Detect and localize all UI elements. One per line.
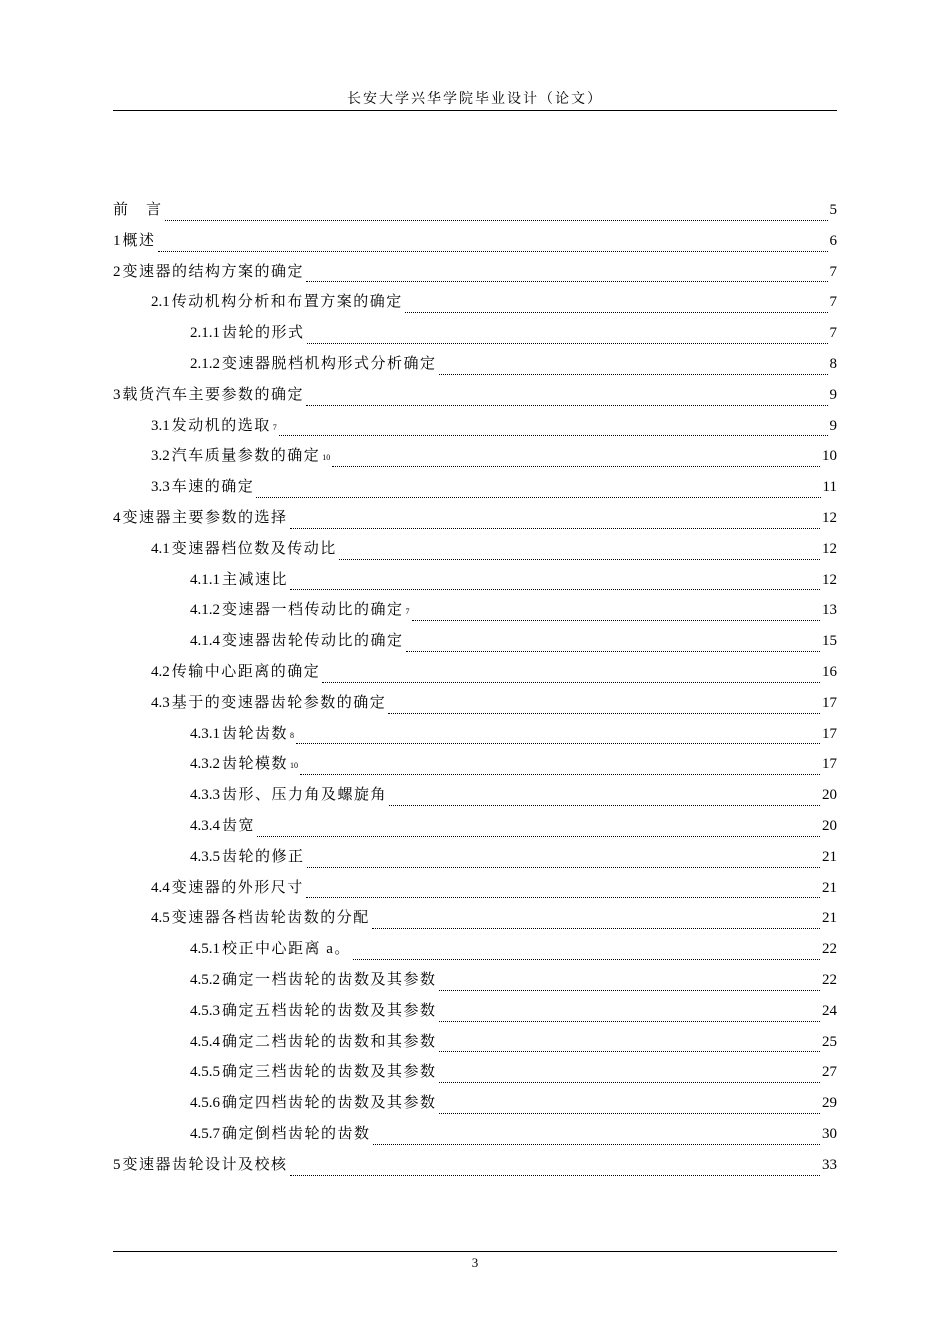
toc-entry-page: 6: [829, 232, 837, 249]
toc-entry-title: 校正中心距离 a。: [222, 941, 351, 958]
toc-entry-page: 25: [822, 1033, 837, 1050]
toc-entry-title: 变速器齿轮传动比的确定: [222, 633, 404, 650]
toc-entry-title: 变速器一档传动比的确定: [222, 602, 404, 619]
toc-entry-title: 汽车质量参数的确定: [171, 448, 321, 465]
toc-entry-page: 12: [822, 540, 837, 557]
toc-entry[interactable]: [113, 475, 837, 506]
toc-entry[interactable]: [113, 814, 837, 845]
toc-entry[interactable]: [113, 968, 837, 999]
toc-entry-number: 3.2: [151, 448, 170, 465]
toc-entry[interactable]: [113, 999, 837, 1030]
toc-entry-title: 齿轮的形式: [222, 325, 305, 342]
toc-entry-title: 传动机构分析和布置方案的确定: [171, 294, 403, 311]
toc-entry[interactable]: [113, 722, 837, 753]
toc-entry-number: 4.3.2: [190, 756, 220, 773]
toc-dot-leader: [290, 589, 820, 590]
toc-entry[interactable]: [113, 506, 837, 537]
toc-dot-leader: [296, 743, 820, 744]
toc-entry[interactable]: [113, 1091, 837, 1122]
toc-entry-title: 确定四档齿轮的齿数及其参数: [222, 1095, 437, 1112]
toc-entry[interactable]: [113, 414, 837, 445]
toc-entry-title: 齿轮的修正: [222, 848, 305, 865]
toc-entry-page: 15: [822, 633, 837, 650]
toc-dot-leader: [439, 1051, 820, 1052]
toc-entry-citation: 7: [405, 607, 410, 617]
toc-entry-citation: 10: [290, 761, 299, 771]
footer-divider: [113, 1251, 837, 1252]
toc-entry-title: 齿形、压力角及螺旋角: [222, 787, 388, 804]
toc-entry-title: 变速器脱档机构形式分析确定: [222, 355, 437, 372]
toc-entry-page: 21: [822, 879, 837, 896]
toc-entry-number: 4.1.1: [190, 571, 220, 588]
toc-entry-page: 12: [822, 509, 837, 526]
toc-entry-page: 22: [822, 971, 837, 988]
toc-entry-title: 传输中心距离的确定: [171, 663, 321, 680]
toc-entry-page: 16: [822, 663, 837, 680]
toc-entry-number: 3: [113, 386, 121, 403]
toc-entry[interactable]: [113, 1122, 837, 1153]
toc-entry-page: 24: [822, 1002, 837, 1019]
toc-entry-number: 4.5: [151, 910, 170, 927]
toc-entry-page: 22: [822, 941, 837, 958]
table-of-contents: [113, 198, 837, 1184]
toc-dot-leader: [290, 1175, 820, 1176]
header-divider: [113, 110, 837, 111]
toc-entry-number: 4.5.2: [190, 971, 220, 988]
toc-entry-page: 30: [822, 1125, 837, 1142]
toc-entry[interactable]: [113, 290, 837, 321]
toc-entry-page: 29: [822, 1095, 837, 1112]
toc-dot-leader: [307, 343, 828, 344]
page-header-title: 长安大学兴华学院毕业设计（论文）: [347, 92, 603, 107]
toc-entry-page: 7: [829, 325, 837, 342]
toc-entry-title: 齿轮齿数: [222, 725, 289, 742]
toc-entry-page: 7: [829, 263, 837, 280]
toc-entry-title: 概述: [122, 232, 156, 249]
toc-entry-page: 17: [822, 694, 837, 711]
toc-entry-title: 确定二档齿轮的齿数和其参数: [222, 1033, 437, 1050]
toc-entry[interactable]: [113, 906, 837, 937]
toc-dot-leader: [307, 867, 820, 868]
toc-entry-number: 4.1: [151, 540, 170, 557]
toc-entry-title: 主减速比: [222, 571, 289, 588]
toc-entry-number: 3.3: [151, 479, 170, 496]
toc-entry-title: 前 言: [113, 202, 163, 218]
toc-dot-leader: [279, 435, 828, 436]
toc-entry-number: 4.3.4: [190, 817, 220, 834]
toc-dot-leader: [257, 836, 820, 837]
toc-dot-leader: [439, 1113, 820, 1114]
toc-entry-page: 8: [829, 355, 837, 372]
toc-entry[interactable]: [113, 229, 837, 260]
toc-entry[interactable]: [113, 352, 837, 383]
toc-entry-page: 20: [822, 817, 837, 834]
toc-entry-page: 5: [829, 202, 837, 218]
toc-entry-page: 9: [829, 386, 837, 403]
toc-entry-title: 发动机的选取: [171, 417, 271, 434]
toc-dot-leader: [388, 713, 820, 714]
toc-entry[interactable]: [113, 1030, 837, 1061]
toc-entry-title: 变速器档位数及传动比: [171, 540, 337, 557]
toc-entry-number: 4.5.3: [190, 1002, 220, 1019]
toc-dot-leader: [406, 651, 820, 652]
toc-dot-leader: [372, 928, 820, 929]
toc-dot-leader: [306, 405, 827, 406]
toc-entry-number: 4.5.5: [190, 1064, 220, 1081]
toc-entry-title: 齿宽: [222, 817, 256, 834]
toc-entry[interactable]: [113, 752, 837, 783]
toc-entry-page: 11: [822, 479, 837, 496]
toc-entry[interactable]: [113, 260, 837, 291]
toc-entry[interactable]: [113, 937, 837, 968]
toc-entry-page: 21: [822, 848, 837, 865]
toc-entry-page: 7: [829, 294, 837, 311]
toc-entry[interactable]: [113, 783, 837, 814]
toc-entry-number: 4.1.2: [190, 602, 220, 619]
toc-dot-leader: [439, 374, 828, 375]
toc-entry-number: 4.4: [151, 879, 170, 896]
toc-dot-leader: [290, 528, 820, 529]
toc-dot-leader: [158, 251, 828, 252]
toc-entry-number: 4.3.5: [190, 848, 220, 865]
toc-entry-number: 2.1: [151, 294, 170, 311]
toc-entry-citation: 10: [322, 453, 331, 463]
toc-entry-page: 21: [822, 910, 837, 927]
toc-entry-title: 确定倒档齿轮的齿数: [222, 1125, 371, 1142]
toc-entry-number: 4.1.4: [190, 633, 220, 650]
toc-entry-number: 4: [113, 509, 121, 526]
toc-entry-page: 10: [822, 448, 837, 465]
toc-entry[interactable]: [113, 383, 837, 414]
toc-dot-leader: [439, 990, 820, 991]
toc-dot-leader: [322, 682, 820, 683]
toc-entry-page: 27: [822, 1064, 837, 1081]
toc-entry-title: 齿轮模数: [222, 756, 289, 773]
toc-entry-title: 变速器的结构方案的确定: [122, 263, 305, 280]
toc-entry-page: 13: [822, 602, 837, 619]
toc-entry[interactable]: [113, 660, 837, 691]
toc-dot-leader: [256, 497, 820, 498]
toc-entry-number: 1: [113, 232, 121, 249]
toc-entry[interactable]: [113, 1060, 837, 1091]
toc-dot-leader: [439, 1021, 820, 1022]
toc-entry[interactable]: [113, 691, 837, 722]
toc-entry-page: 12: [822, 571, 837, 588]
toc-entry-title: 基于的变速器齿轮参数的确定: [171, 694, 387, 711]
toc-dot-leader: [165, 220, 828, 221]
toc-entry-number: 4.5.6: [190, 1095, 220, 1112]
toc-dot-leader: [306, 281, 827, 282]
page-number: 3: [471, 1255, 479, 1270]
toc-entry[interactable]: [113, 629, 837, 660]
toc-entry-title: 确定三档齿轮的齿数及其参数: [222, 1064, 437, 1081]
toc-entry[interactable]: [113, 598, 837, 629]
toc-entry-title: 载货汽车主要参数的确定: [122, 386, 305, 403]
toc-entry-page: 17: [822, 756, 837, 773]
toc-dot-leader: [306, 897, 820, 898]
toc-entry[interactable]: [113, 537, 837, 568]
toc-entry-number: 3.1: [151, 417, 170, 434]
toc-dot-leader: [405, 312, 828, 313]
toc-dot-leader: [412, 620, 820, 621]
toc-entry-number: 4.5.7: [190, 1125, 220, 1142]
toc-entry[interactable]: [113, 198, 837, 229]
toc-entry-number: 4.2: [151, 663, 170, 680]
toc-entry-citation: 8: [290, 730, 295, 740]
toc-dot-leader: [339, 559, 820, 560]
toc-entry-number: 2: [113, 263, 121, 280]
toc-entry-title: 车速的确定: [171, 479, 255, 496]
toc-entry[interactable]: [113, 321, 837, 352]
toc-dot-leader: [300, 774, 820, 775]
toc-entry[interactable]: [113, 444, 837, 475]
toc-entry[interactable]: [113, 1153, 837, 1184]
toc-entry-title: 确定一档齿轮的齿数及其参数: [222, 971, 437, 988]
toc-dot-leader: [373, 1144, 820, 1145]
toc-entry-number: 4.5.4: [190, 1033, 220, 1050]
toc-entry-title: 变速器各档齿轮齿数的分配: [171, 910, 370, 927]
toc-entry-page: 33: [822, 1156, 837, 1173]
toc-entry-number: 4.3.1: [190, 725, 220, 742]
toc-dot-leader: [353, 959, 820, 960]
toc-entry[interactable]: [113, 568, 837, 599]
toc-entry-number: 4.3.3: [190, 787, 220, 804]
toc-entry-page: 20: [822, 787, 837, 804]
toc-entry[interactable]: [113, 845, 837, 876]
toc-entry-number: 2.1.2: [190, 355, 220, 372]
toc-entry-title: 确定五档齿轮的齿数及其参数: [222, 1002, 437, 1019]
toc-entry-number: 4.3: [151, 694, 170, 711]
toc-entry[interactable]: [113, 876, 837, 907]
toc-dot-leader: [389, 805, 820, 806]
toc-entry-citation: 7: [272, 422, 277, 432]
toc-entry-title: 变速器的外形尺寸: [171, 879, 304, 896]
toc-dot-leader: [439, 1082, 820, 1083]
toc-entry-number: 2.1.1: [190, 325, 220, 342]
toc-entry-page: 9: [829, 417, 837, 434]
toc-entry-number: 4.5.1: [190, 941, 220, 958]
toc-entry-title: 变速器齿轮设计及校核: [122, 1156, 288, 1173]
toc-dot-leader: [332, 466, 820, 467]
toc-entry-page: 17: [822, 725, 837, 742]
toc-entry-number: 5: [113, 1156, 121, 1173]
toc-entry-title: 变速器主要参数的选择: [122, 509, 288, 526]
